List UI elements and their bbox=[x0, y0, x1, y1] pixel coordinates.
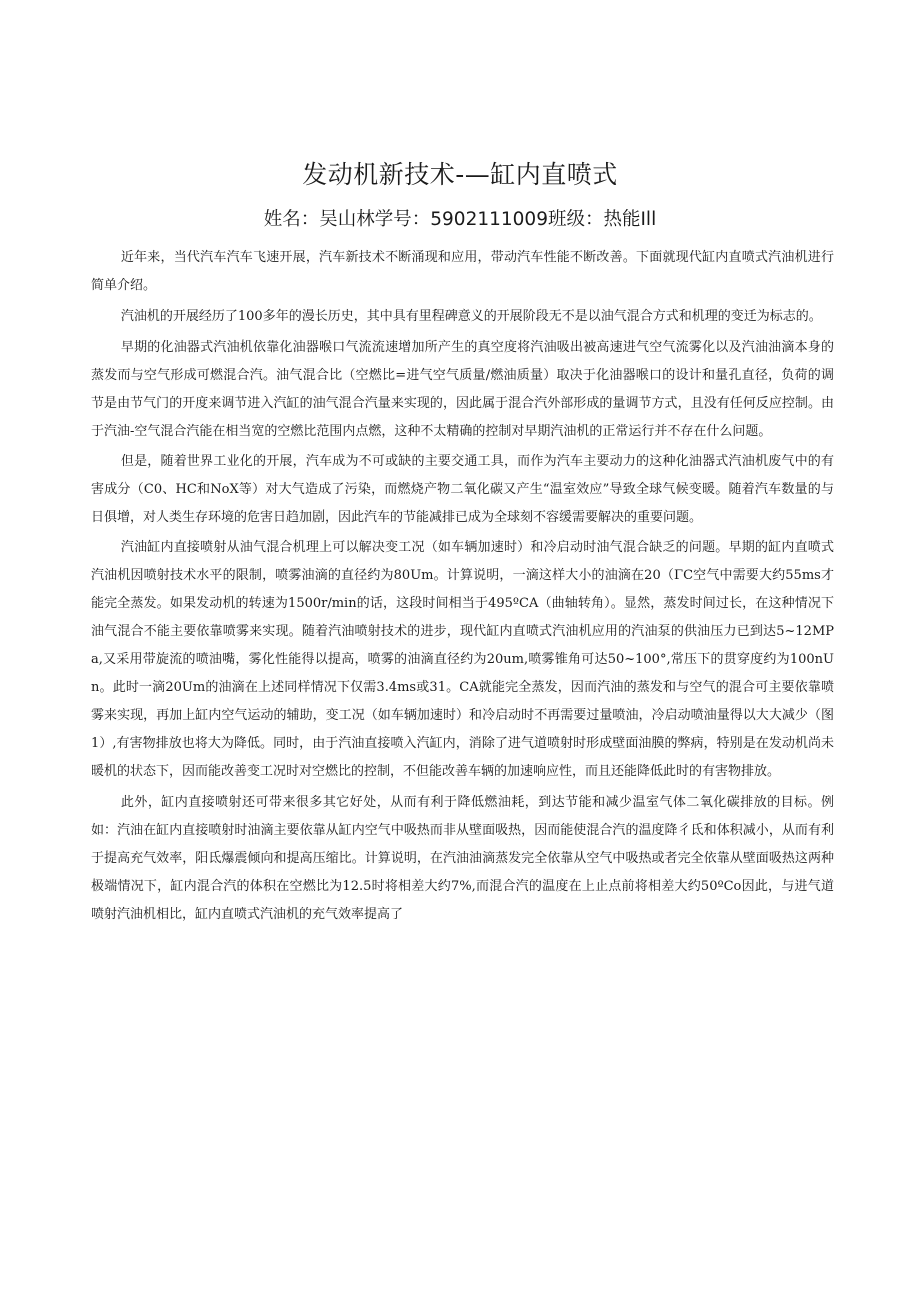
paragraph-benefits: 此外，缸内直接喷射还可带来很多其它好处，从而有利于降低燃油耗，到达节能和减少温室气体二氧化碳排放的目标。例如：汽油在缸内直接喷射时油滴主要依靠从缸内空气中吸热而非从壁面吸热，因而能使混合汽的温度降彳氐和体积减小，从而有利于提高充气效率，阳氐爆震倾向和提高压缩比。计算说明，在汽油油滴蒸发完全依靠从空气中吸热或者完全依靠从壁面吸热这两种极端情况下，缸内混合汽的体积在空燃比为12.5时将相差大约7%,而混合汽的温度在上止点前将相差大约50ºCo因此，与进气道喷射汽油机相比，缸内直喷式汽油机的充气效率提高了 bbox=[91, 795, 834, 922]
paragraph-carburetor: 早期的化油器式汽油机依靠化油器喉口气流流速增加所产生的真空度将汽油吸出被高速进气空气流雾化以及汽油油滴本身的蒸发而与空气形成可燃混合汽。油气混合比（空燃比=进气空气质量/燃油质量）取决于化油器喉口的设计和量孔直径，负荷的调节是由节气门的开度来调节进入汽缸的油气混合汽量来实现的，因此属于混合汽外部形成的量调节方式，且没有任何反应控制。由于汽油-空气混合汽能在相当宽的空燃比范围内点燃，这种不太精确的控制对早期汽油机的正常运行并不存在什么问题。 bbox=[91, 340, 834, 439]
author-info-line: 姓名：吴山林学号：5902111009班级：热能Ill bbox=[263, 209, 657, 230]
document-body bbox=[91, 244, 834, 931]
document-title: 发动机新技术-—缸内直喷式 bbox=[302, 160, 618, 189]
paragraph-emissions: 但是，随着世界工业化的开展，汽车成为不可或缺的主要交通工具，而作为汽车主要动力的这种化油器式汽油机废气中的有害成分（C0、HC和NoX等）对大气造成了污染，而燃烧产物二氧化碳又产生“温室效应”导致全球气候变暖。随着汽车数量的与日俱增，对人类生存环境的危害日趋加剧，因此汽车的节能减排已成为全球刻不容缓需要解决的重要问题。 bbox=[91, 454, 834, 525]
paragraph-intro: 近年来，当代汽车汽车飞速开展，汽车新技术不断涌现和应用，带动汽车性能不断改善。下面就现代缸内直喷式汽油机进行简单介绍。 bbox=[91, 250, 834, 293]
paragraph-history: 汽油机的开展经历了100多年的漫长历史，其中具有里程碑意义的开展阶段无不是以油气混合方式和机理的变迁为标志的。 bbox=[120, 309, 822, 324]
paragraph-direct-injection: 汽油缸内直接喷射从油气混合机理上可以解决变工况（如车辆加速时）和冷启动时油气混合缺乏的问题。早期的缸内直喷式汽油机因喷射技术水平的限制，喷雾油滴的直径约为80Um。计算说明，一滴这样大小的油滴在20（ΓC空气中需要大约55ms才能完全蒸发。如果发动机的转速为1500r∕min的话，这段时间相当于495ºCA（曲轴转角）。显然，蒸发时间过长，在这种情况下油气混合不能主要依靠喷雾来实现。随着汽油喷射技术的进步，现代缸内直喷式汽油机应用的汽油泵的供油压力已到达5~12MPa,又采用带旋流的喷油嘴，雾化性能得以提高，喷雾的油滴直径约为20um,喷雾锥角可达50~100°,常压下的贯穿度约为100nUn。此时一滴20Um的油滴在上述同样情况下仅需3.4ms或31。CA就能完全蒸发，因而汽油的蒸发和与空气的混合可主要依靠喷雾来实现，再加上缸内空气运动的辅助，变工况（如车辆加速时）和冷启动时不再需要过量喷油，冷启动喷油量得以大大减少（图1）,有害物排放也将大为降低。同时，由于汽油直接喷入汽缸内，消除了进气道喷射时形成壁面油膜的弊病，特别是在发动机尚未暖机的状态下，因而能改善变工况时对空燃比的控制，不但能改善车辆的加速响应性，而且还能降低此时的有害物排放。 bbox=[91, 540, 834, 779]
